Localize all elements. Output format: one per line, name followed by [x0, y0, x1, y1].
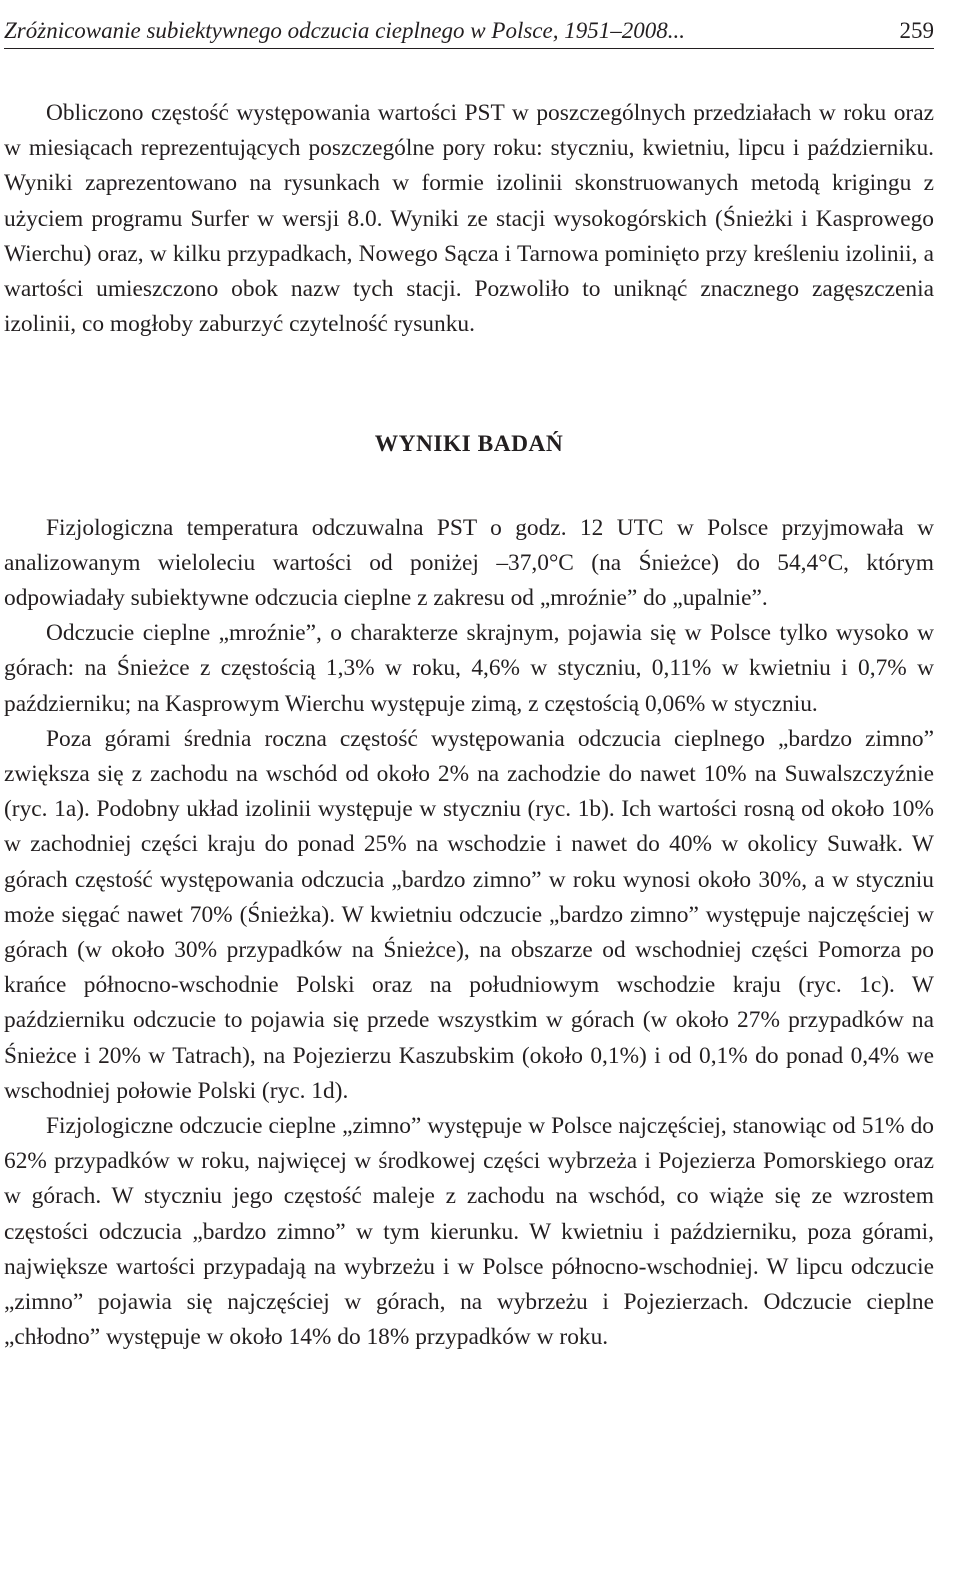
section-heading: WYNIKI BADAŃ: [374, 431, 564, 458]
results-paragraph: Odczucie cieplne „mroźnie”, o charakterze skrajnym, pojawia się w Polsce tylko wysoko w górach: na Śnieżce z częstością 1,3% w roku, 4,6% w styczniu, 0,11% w kwietniu i 0,7% w październiku; na Kasprowym Wierchu występuje zimą, z częstością 0,06% w styczniu.: [4, 620, 934, 717]
results-paragraph: Fizjologiczne odczucie cieplne „zimno” występuje w Polsce najczęściej, stanowiąc od 51% do 62% przypadków w roku, najwięcej w środkowej części wybrzeża i Pojezierza Pomorskiego oraz w górach. W styczniu jego częstość maleje z zachodu na wschód, co wiąże się ze wzrostem częstości odczucia „bardzo zimno” w tym kierunku. W kwietniu i październiku, poza górami, największe wartości przypadają na wybrzeżu i w Polsce północno-wschodniej. W lipcu odczucie „zimno” pojawia się najczęściej w górach, na wybrzeżu i Pojezierzach. Odczucie cieplne „chłodno” występuje w około 14% do 18% przypadków w roku.: [4, 1113, 934, 1351]
results-paragraph: Poza górami średnia roczna częstość występowania odczucia cieplnego „bardzo zimno” zwiększa się z zachodu na wschód od około 2% na zachodzie do nawet 10% na Suwalszczyźnie (ryc. 1a). Podobny układ izolinii występuje w styczniu (ryc. 1b). Ich wartości rosną od około 10% w zachodniej części kraju do ponad 25% na wschodzie i nawet do 40% w okolicy Suwałk. W górach częstość występowania odczucia „bardzo zimno” w roku wynosi około 30%, a w styczniu może sięgać nawet 70% (Śnieżka). W kwietniu odczucie „bardzo zimno” występuje najczęściej w górach (w około 30% przypadków na Śnieżce), na obszarze od wschodniej części Pomorza po krańce północno-wschodnie Polski oraz na południowym wschodzie kraju (ryc. 1c). W październiku odczucie to pojawia się przede wszystkim w górach (w około 27% przypadków na Śnieżce i 20% w Tatrach), na Pojezierzu Kaszubskim (około 0,1%) i od 0,1% do ponad 0,4% we wschodniej połowie Polski (ryc. 1d).: [4, 725, 934, 1104]
page-header: [4, 0, 934, 49]
body-text: [4, 96, 934, 1356]
results-paragraph: Fizjologiczna temperatura odczuwalna PST o godz. 12 UTC w Polsce przyjmowała w analizowanym wieloleciu wartości od poniżej –37,0°C (na Śnieżce) do 54,4°C, którym odpowiadały subiektywne odczucia cieplne z zakresu od „mroźnie” do „upalnie”.: [4, 514, 934, 612]
intro-paragraph: Obliczono częstość występowania wartości PST w poszczególnych przedziałach w roku oraz w miesiącach reprezentujących poszczególne pory roku: styczniu, kwietniu, lipcu i październiku. Wyniki zaprezentowano na rysunkach w formie izolinii skonstruowanych metodą krigingu z użyciem programu Surfer w wersji 8.0. Wyniki ze stacji wysokogórskich (Śnieżki i Kasprowego Wierchu) oraz, w kilku przypadkach, Nowego Sącza i Tarnowa pominięto przy kreśleniu izolinii, a wartości umieszczono obok nazw tych stacji. Pozwoliło to uniknąć znacznego zagęszczenia izolinii, co mogłoby zaburzyć czytelność rysunku.: [4, 100, 934, 338]
page-number: 259: [899, 18, 934, 43]
running-title: Zróżnicowanie subiektywnego odczucia cieplnego w Polsce, 1951–2008...: [4, 18, 685, 43]
